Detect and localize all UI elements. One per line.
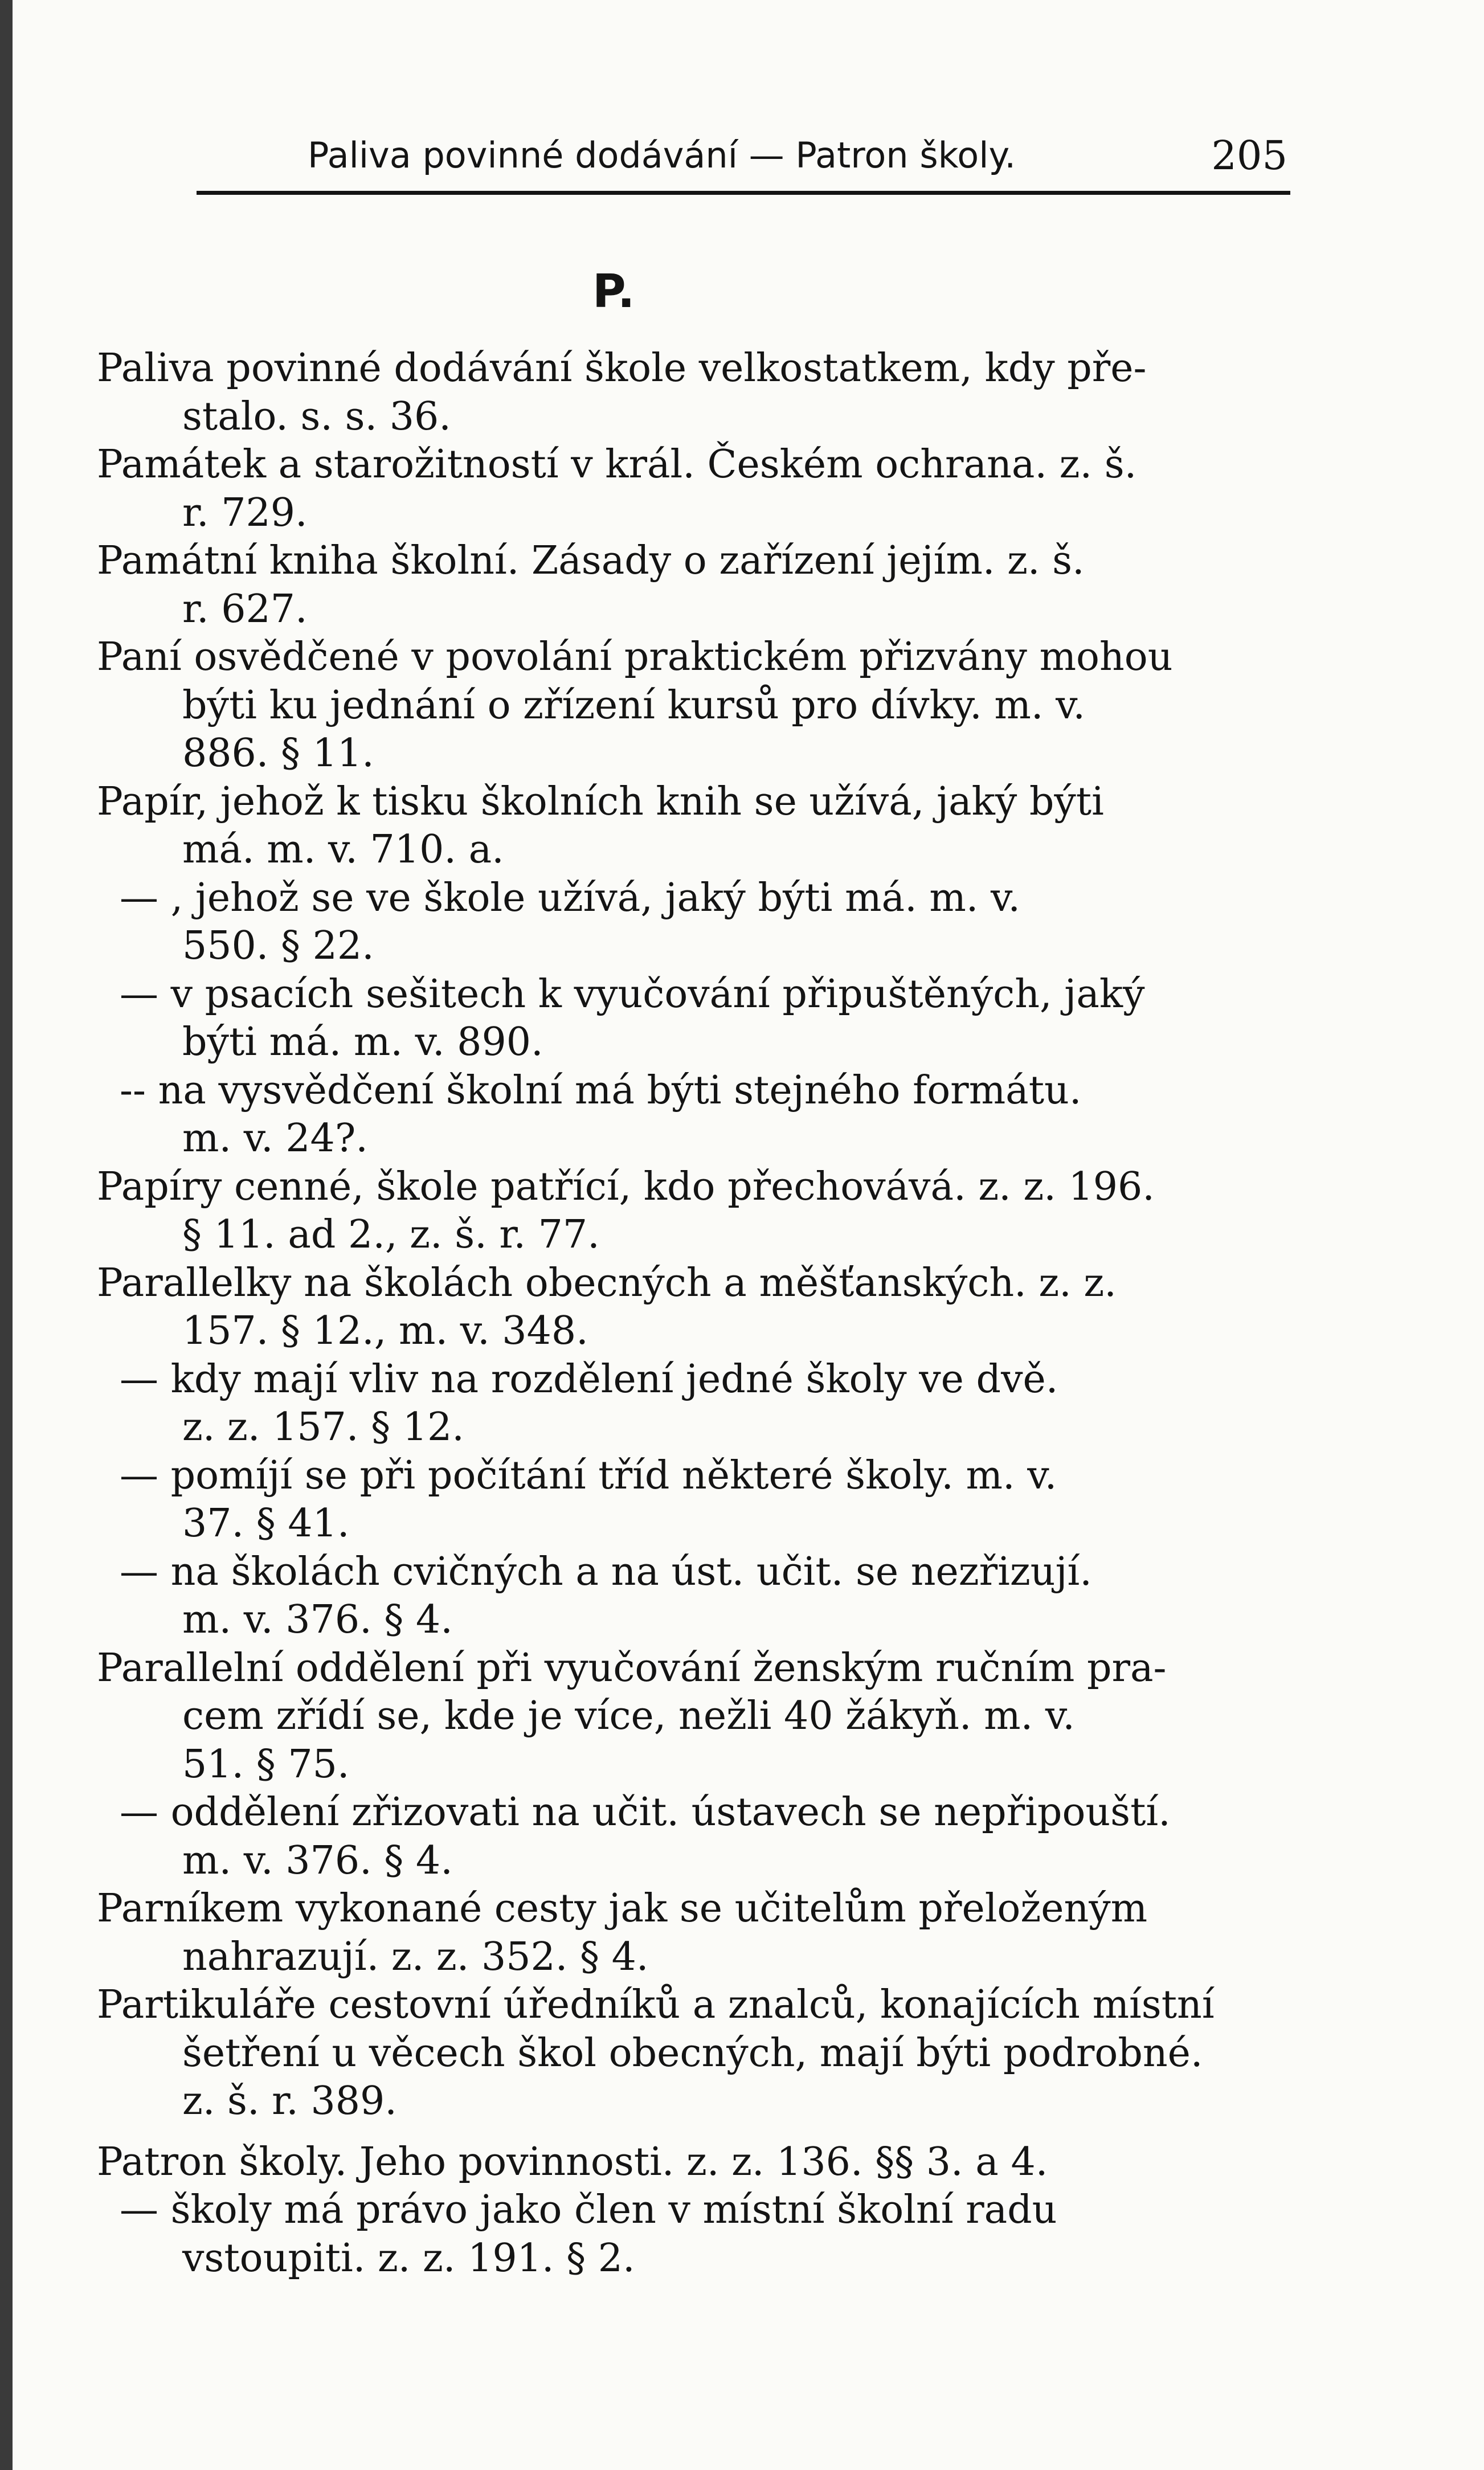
- index-entry: [97, 1163, 1310, 1259]
- entry-line: — v psacích sešitech k vyučování připuštěných, jaký: [120, 971, 1145, 1017]
- entry-line: — oddělení zřizovati na učit. ústavech se nepřipouští.: [120, 1790, 1171, 1835]
- entry-line: Paliva povinné dodávání škole velkostatkem, kdy pře-: [97, 346, 1147, 391]
- entry-line: — kdy mají vliv na rozdělení jedné školy ve dvě.: [120, 1356, 1058, 1402]
- entry-line: 37. § 41.: [182, 1501, 350, 1546]
- book-spine-edge: [0, 0, 13, 2470]
- section-letter: P.: [592, 265, 635, 318]
- index-entry: [97, 633, 1310, 778]
- entry-line: — , jehož se ve škole užívá, jaký býti má. m. v.: [120, 875, 1020, 921]
- entry-line: m. v. 376. § 4.: [182, 1838, 453, 1883]
- entry-line: r. 627.: [182, 586, 308, 632]
- running-title: Paliva povinné dodávání — Patron školy.: [308, 134, 1016, 176]
- entry-line: — školy má právo jako člen v místní školní radu: [120, 2187, 1057, 2232]
- entry-line: — na školách cvičných a na úst. učit. se nezřizují.: [120, 1549, 1092, 1594]
- index-entry: [97, 1981, 1310, 2126]
- entry-line: Partikuláře cestovní úředníků a znalců, konajících místní: [97, 1982, 1215, 2027]
- entry-line: r. 729.: [182, 490, 308, 535]
- entry-line: nahrazují. z. z. 352. § 4.: [182, 1934, 649, 1980]
- entry-line: 51. § 75.: [182, 1741, 350, 1787]
- entry-line: 157. § 12., m. v. 348.: [182, 1308, 588, 1353]
- entry-line: Parallelní oddělení při vyučování ženským ručním pra-: [97, 1645, 1167, 1691]
- entry-line: z. š. r. 389.: [182, 2079, 397, 2124]
- entry-line: býti má. m. v. 890.: [182, 1020, 543, 1065]
- entry-line: vstoupiti. z. z. 191. § 2.: [182, 2235, 635, 2281]
- index-entries: [97, 345, 1310, 2283]
- index-subentry: [97, 1067, 1310, 1163]
- index-entry: [97, 441, 1310, 537]
- header-rule: [197, 191, 1290, 195]
- entry-line: šetření u věcech škol obecných, mají býti podrobné.: [182, 2030, 1203, 2076]
- entry-line: m. v. 376. § 4.: [182, 1597, 453, 1642]
- entry-line: cem zřídí se, kde je více, nežli 40 žákyň. m. v.: [182, 1694, 1075, 1739]
- index-subentry: [97, 874, 1310, 971]
- entry-line: Patron školy. Jeho povinnosti. z. z. 136. §§ 3. a 4.: [97, 2139, 1048, 2185]
- entry-line: má. m. v. 710. a.: [182, 827, 504, 872]
- index-entry: [97, 1645, 1310, 1789]
- entry-line: 886. § 11.: [182, 731, 374, 776]
- index-entry: [97, 1259, 1310, 1356]
- index-entry: [97, 1885, 1310, 1981]
- index-subentry: [97, 1356, 1310, 1452]
- entry-line: z. z. 157. § 12.: [182, 1405, 464, 1450]
- index-subentry: [97, 971, 1310, 1067]
- entry-line: -- na vysvědčení školní má býti stejného formátu.: [120, 1068, 1082, 1113]
- index-subentry: [97, 2186, 1310, 2283]
- index-subentry: [97, 1789, 1310, 1885]
- entry-line: Památek a starožitností v král. Českém ochrana. z. š.: [97, 442, 1137, 487]
- page-header: [188, 130, 1287, 181]
- entry-line: Parallelky na školách obecných a měšťanských. z. z.: [97, 1260, 1117, 1306]
- page-number: 205: [1211, 132, 1287, 179]
- entry-line: Papír, jehož k tisku školních knih se užívá, jaký býti: [97, 779, 1104, 824]
- entry-line: Parníkem vykonané cesty jak se učitelům přeloženým: [97, 1886, 1148, 1931]
- index-subentry: [97, 1548, 1310, 1645]
- entry-line: m. v. 24?.: [182, 1116, 368, 1161]
- entry-line: § 11. ad 2., z. š. r. 77.: [182, 1212, 600, 1257]
- index-entry: [97, 778, 1310, 874]
- entry-line: Papíry cenné, škole patřící, kdo přechovává. z. z. 196.: [97, 1164, 1155, 1209]
- index-entry: [97, 2138, 1310, 2187]
- entry-line: Památní kniha školní. Zásady o zařízení jejím. z. š.: [97, 538, 1085, 583]
- index-subentry: [97, 1452, 1310, 1548]
- entry-line: býti ku jednání o zřízení kursů pro dívky. m. v.: [182, 682, 1086, 728]
- entry-line: 550. § 22.: [182, 923, 374, 968]
- index-entry: [97, 345, 1310, 441]
- entry-line: Paní osvědčené v povolání praktickém přizvány mohou: [97, 635, 1173, 680]
- entry-line: — pomíjí se při počítání tříd některé školy. m. v.: [120, 1453, 1057, 1498]
- index-entry: [97, 537, 1310, 633]
- entry-line: stalo. s. s. 36.: [182, 394, 451, 439]
